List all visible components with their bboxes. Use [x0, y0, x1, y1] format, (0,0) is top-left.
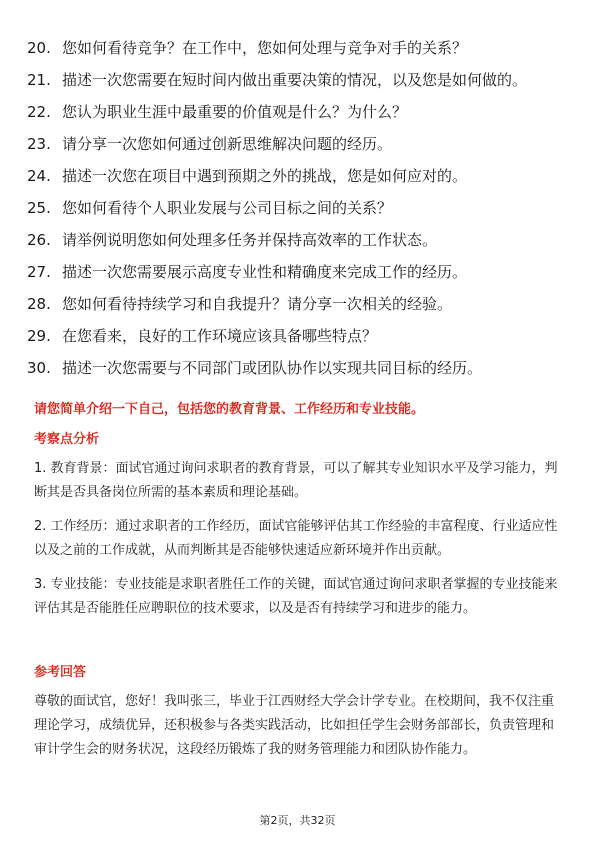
list-item [27, 196, 572, 220]
question-number: 25. [27, 199, 51, 217]
list-item [27, 132, 572, 156]
analysis-item-experience: 2. 工作经历：通过求职者的工作经历，面试官能够评估其工作经验的丰富程度、行业适应性以及之前的工作成就，从而判断其是否能够快速适应新环境并作出贡献。 [34, 519, 558, 558]
list-item [27, 324, 572, 348]
question-number: 30. [27, 359, 51, 377]
question-text: 您如何看待个人职业发展与公司目标之间的关系？ [62, 199, 393, 217]
question-text: 您认为职业生涯中最重要的价值观是什么？为什么？ [62, 103, 408, 121]
question-text: 请分享一次您如何通过创新思维解决问题的经历。 [62, 135, 393, 153]
analysis-item-skills: 3. 专业技能：专业技能是求职者胜任工作的关键，面试官通过询问求职者掌握的专业技能来评估其是否能胜任应聘职位的技术要求，以及是否有持续学习和进步的能力。 [34, 577, 558, 616]
question-number: 28. [27, 295, 51, 313]
list-item [27, 68, 572, 92]
question-text: 在您看来，良好的工作环境应该具备哪些特点？ [62, 327, 378, 345]
list-item [27, 100, 572, 124]
question-number: 22. [27, 103, 51, 121]
interview-question-heading: 请您简单介绍一下自己，包括您的教育背景、工作经历和专业技能。 [34, 402, 425, 417]
question-text: 请举例说明您如何处理多任务并保持高效率的工作状态。 [62, 231, 438, 249]
question-number: 26. [27, 231, 51, 249]
list-item [27, 260, 572, 284]
list-item [27, 36, 572, 60]
question-list [27, 36, 572, 388]
question-text: 描述一次您在项目中遇到预期之外的挑战，您是如何应对的。 [62, 167, 468, 185]
analysis-item-education: 1. 教育背景：面试官通过询问求职者的教育背景，可以了解其专业知识水平及学习能力，判断其是否具备岗位所需的基本素质和理论基础。 [34, 461, 558, 500]
list-item [27, 164, 572, 188]
question-number: 20. [27, 39, 51, 57]
question-text: 描述一次您需要与不同部门或团队协作以实现共同目标的经历。 [62, 359, 483, 377]
analysis-heading: 考察点分析 [34, 432, 100, 447]
question-number: 29. [27, 327, 51, 345]
list-item [27, 228, 572, 252]
page-number: 第2页，共32页 [259, 814, 336, 827]
question-text: 描述一次您需要在短时间内做出重要决策的情况，以及您是如何做的。 [62, 71, 528, 89]
question-number: 27. [27, 263, 51, 281]
question-text: 描述一次您需要展示高度专业性和精确度来完成工作的经历。 [62, 263, 468, 281]
question-number: 21. [27, 71, 51, 89]
list-item [27, 356, 572, 380]
question-number: 24. [27, 167, 51, 185]
question-text: 您如何看待竞争？在工作中，您如何处理与竞争对手的关系？ [62, 39, 468, 57]
list-item [27, 292, 572, 316]
question-text: 您如何看待持续学习和自我提升？请分享一次相关的经验。 [62, 295, 453, 313]
answer-heading: 参考回答 [34, 665, 87, 680]
question-number: 23. [27, 135, 51, 153]
answer-text: 尊敬的面试官，您好！我叫张三，毕业于江西财经大学会计学专业。在校期间，我不仅注重理论学习，成绩优异，还积极参与各类实践活动，比如担任学生会财务部部长，负责管理和审计学生会的财务状况，这段经历锻炼了我的财务管理能力和团队协作能力。 [34, 694, 555, 757]
